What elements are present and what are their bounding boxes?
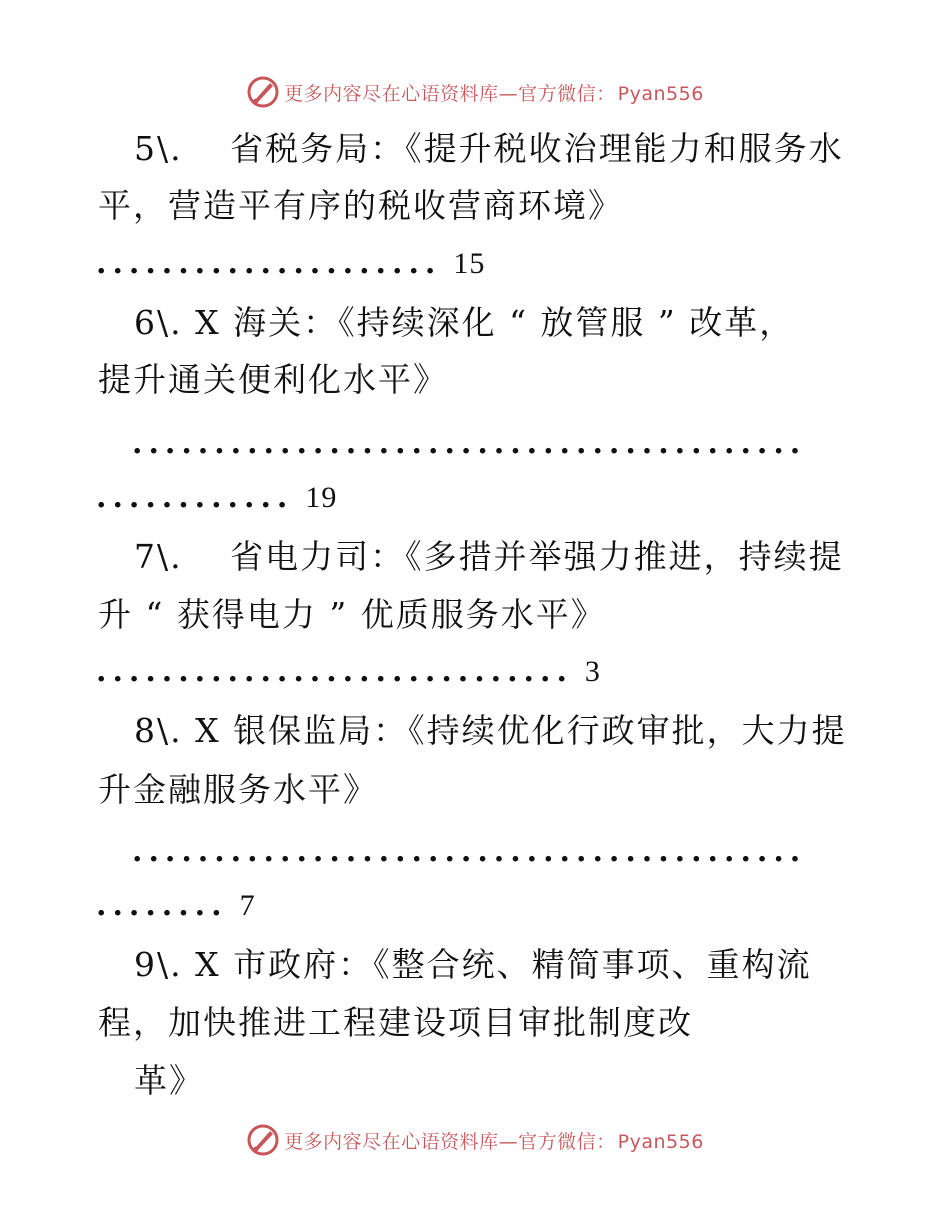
toc-entry-6-line-1: 6\. X 海关：《持续深化 “ 放管服 ” 改革， — [134, 303, 795, 342]
dot-leader: ..................... — [96, 246, 442, 281]
toc-entry-6-leader-2 — [96, 478, 337, 518]
toc-entry-8-leader-2 — [96, 886, 256, 926]
dot-leader: ............................. — [96, 654, 573, 689]
quill-logo-icon — [246, 75, 280, 109]
toc-entry-6-line-2: 提升通关便利化水平》 — [98, 360, 448, 399]
quill-logo-icon — [246, 1123, 280, 1157]
toc-entry-9-line-1: 9\. X 市政府：《整合统、精简事项、重构流 — [134, 945, 812, 984]
toc-entry-5-line-2: 平，营造平有序的税收营商环境》 — [98, 186, 623, 225]
watermark-text: 更多内容尽在心语资料库—官方微信： Pyan556 — [284, 1130, 704, 1153]
dot-leader: ............ — [96, 480, 294, 515]
watermark-footer — [0, 1118, 950, 1162]
toc-entry-7-line-2: 升 “ 获得电力 ” 优质服务水平》 — [98, 595, 606, 634]
toc-entry-7-page: 3 — [584, 655, 601, 688]
toc-entry-8-line-1: 8\. X 银保监局：《持续优化行政审批，大力提 — [134, 711, 847, 750]
toc-entry-8-leader-1 — [132, 832, 806, 872]
toc-entry-8-line-2: 升金融服务水平》 — [98, 770, 378, 809]
toc-entry-9-line-3: 革》 — [134, 1061, 204, 1100]
toc-entry-8-page: 7 — [239, 889, 256, 922]
watermark-text: 更多内容尽在心语资料库—官方微信： Pyan556 — [284, 82, 704, 105]
dot-leader: ......................................... — [132, 426, 807, 461]
toc-entry-5-page: 15 — [453, 247, 486, 280]
toc-entry-5-leader — [96, 244, 485, 284]
toc-entry-9-line-2: 程，加快推进工程建设项目审批制度改 — [98, 1003, 693, 1042]
dot-leader: ........ — [96, 888, 228, 923]
watermark-header — [0, 70, 950, 114]
toc-entry-5-line-1: 5\. 省税务局：《提升税收治理能力和服务水 — [134, 129, 844, 168]
toc-entry-7-line-1: 7\. 省电力司：《多措并举强力推进，持续提 — [134, 537, 844, 576]
dot-leader: ......................................... — [132, 834, 807, 869]
toc-entry-6-page: 19 — [305, 481, 338, 514]
toc-entry-7-leader — [96, 652, 601, 692]
toc-entry-6-leader-1 — [132, 424, 806, 464]
